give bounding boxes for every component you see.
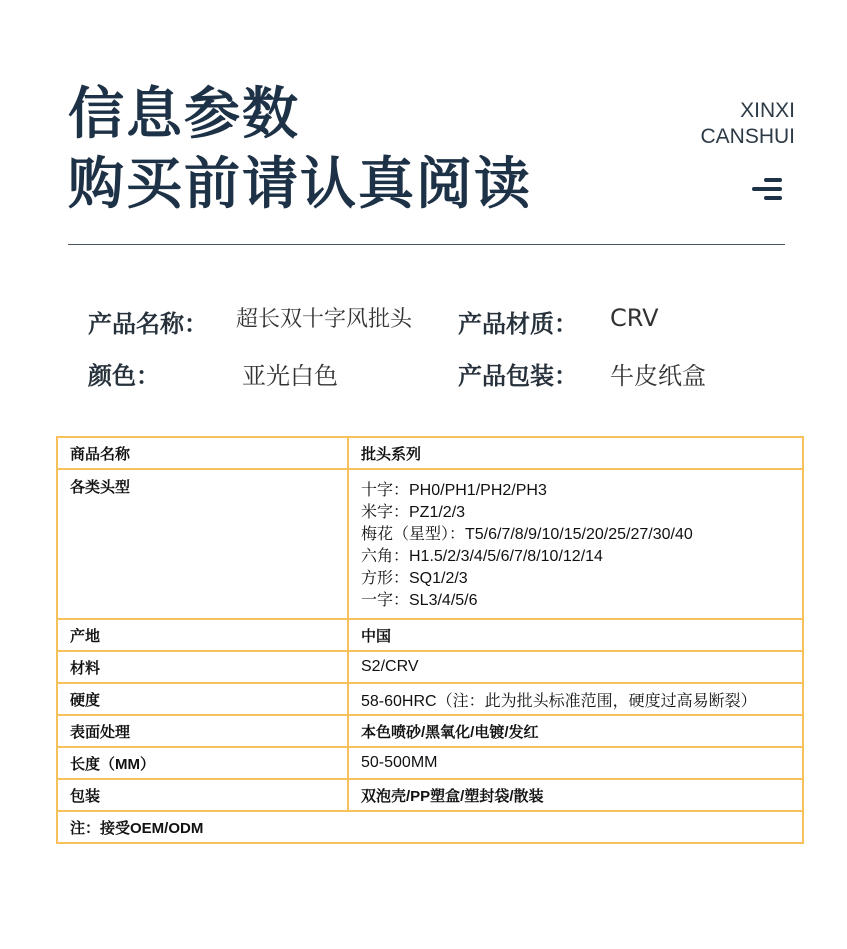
spec-value-list [348,469,803,619]
spec-key: 材料 [57,651,348,683]
head-type-line: 方形：SQ1/2/3 [361,570,468,587]
spec-value: 本色喷砂/黑氧化/电镀/发红 [348,715,803,747]
table-row [57,437,803,469]
package-value: 牛皮纸盒 [610,362,706,390]
pinyin-line-1: XINXI [740,99,795,122]
spec-key: 产地 [57,619,348,651]
title-line-2: 购买前请认真阅读 [68,152,532,217]
pinyin-line-2: CANSHUI [700,125,795,148]
head-type-line: 一字：SL3/4/5/6 [361,592,478,609]
color-value: 亚光白色 [242,362,338,390]
spec-table [56,436,804,844]
head-type-line: 六角：H1.5/2/3/4/5/6/7/8/10/12/14 [361,548,603,565]
spec-value: 双泡壳/PP塑盒/塑封袋/散装 [348,779,803,811]
spec-value: 中国 [348,619,803,651]
pinyin-subtitle [700,98,795,150]
table-row [57,469,803,619]
table-row [57,683,803,715]
spec-value: S2/CRV [348,651,803,683]
title-line-1: 信息参数 [68,82,300,147]
spec-key: 商品名称 [57,437,348,469]
package-label: 产品包装： [458,362,578,390]
menu-icon [752,178,784,202]
spec-key: 长度（MM） [57,747,348,779]
product-name-value: 超长双十字风批头 [236,307,413,332]
material-value: CRV [610,304,659,332]
table-row [57,651,803,683]
table-row [57,779,803,811]
head-type-line: 十字：PH0/PH1/PH2/PH3 [361,482,547,499]
spec-key: 各类头型 [57,469,348,619]
spec-value: 58-60HRC（注：此为批头标准范围，硬度过高易断裂） [348,683,803,715]
product-name-label: 产品名称： [88,310,208,338]
spec-value: 50-500MM [348,747,803,779]
table-row [57,715,803,747]
spec-key: 硬度 [57,683,348,715]
table-row [57,619,803,651]
material-label: 产品材质： [458,310,578,338]
table-row [57,747,803,779]
table-row [57,811,803,843]
spec-note: 注：接受OEM/ODM [57,811,803,843]
spec-key: 表面处理 [57,715,348,747]
head-type-line: 梅花（星型）：T5/6/7/8/9/10/15/20/25/27/30/40 [361,526,693,543]
header-divider [68,244,785,245]
spec-value: 批头系列 [348,437,803,469]
spec-key: 包装 [57,779,348,811]
color-label: 颜色： [88,362,160,390]
page-title [68,80,532,220]
head-type-line: 米字：PZ1/2/3 [361,504,466,521]
